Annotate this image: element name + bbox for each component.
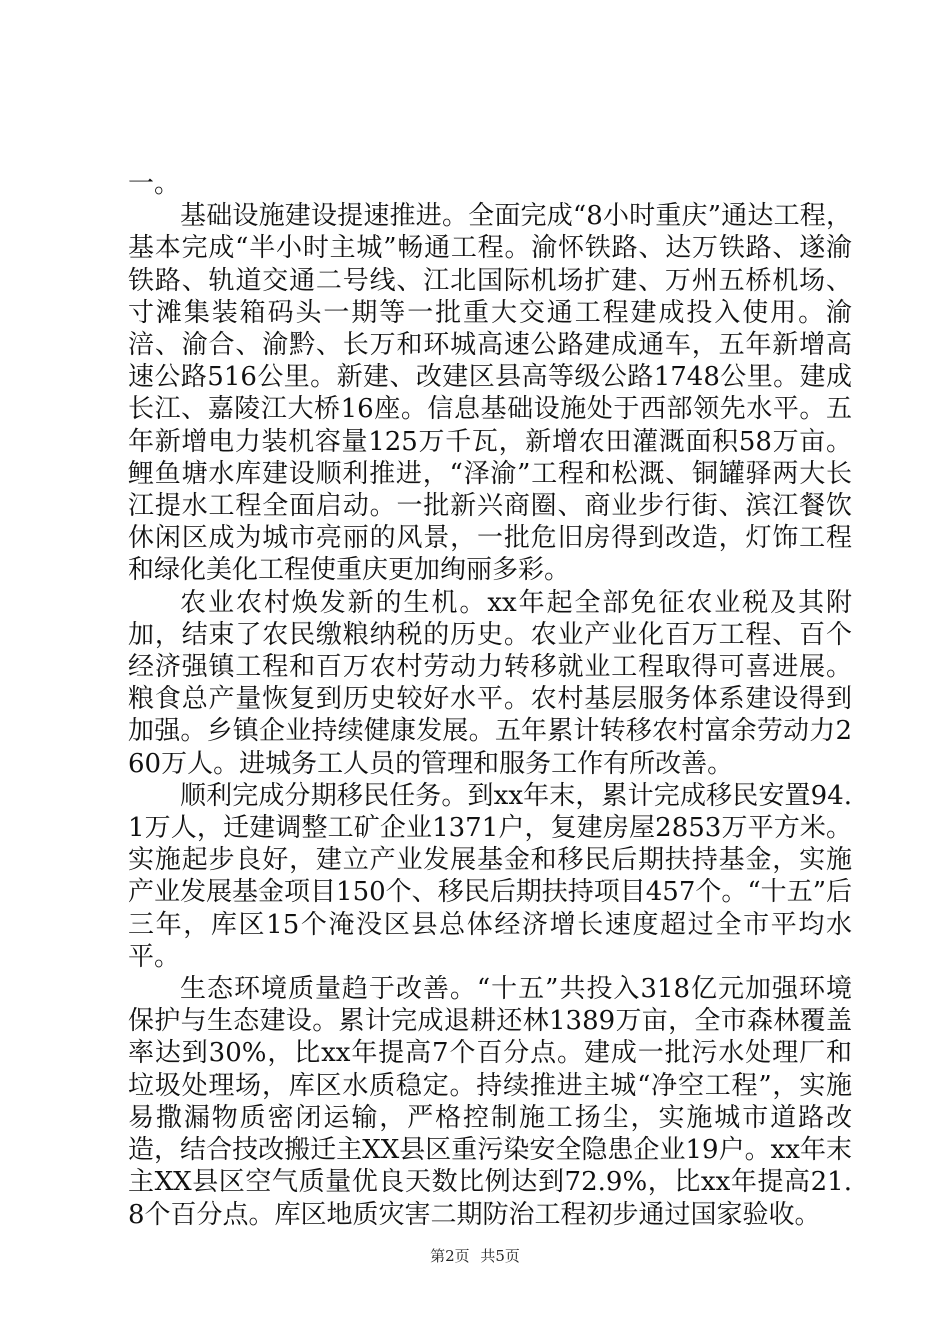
continuation-line: 一。 [128, 169, 181, 199]
document-body [128, 168, 852, 1231]
paragraph-agriculture: 农业农村焕发新的生机。xx年起全部免征农业税及其附加，结束了农民缴粮纳税的历史。农业产业化百万工程、百个经济强镇工程和百万农村劳动力转移就业工程取得可喜进展。粮食总产量恢复到历史较好水平。农村基层服务体系建设得到加强。乡镇企业持续健康发展。五年累计转移农村富余劳动力260万人。进城务工人员的管理和服务工作有所改善。 [128, 587, 852, 779]
page-footer: 第2页 共5页 [430, 1247, 520, 1265]
paragraph-infrastructure: 基础设施建设提速推进。全面完成“8小时重庆”通达工程，基本完成“半小时主城”畅通工程。渝怀铁路、达万铁路、遂渝铁路、轨道交通二号线、江北国际机场扩建、万州五桥机场、寸滩集装箱码头一期等一批重大交通工程建成投入使用。渝涪、渝合、渝黔、长万和环城高速公路建成通车，五年新增高速公路516公里。新建、改建区县高等级公路1748公里。建成长江、嘉陵江大桥16座。信息基础设施处于西部领先水平。五年新增电力装机容量125万千瓦，新增农田灌溉面积58万亩。鲤鱼塘水库建设顺利推进，“泽渝”工程和松溉、铜罐驿两大长江提水工程全面启动。一批新兴商圈、商业步行街、滨江餐饮休闲区成为城市亮丽的风景，一批危旧房得到改造，灯饰工程和绿化美化工程使重庆更加绚丽多彩。 [128, 201, 852, 586]
paragraph-ecology: 生态环境质量趋于改善。“十五”共投入318亿元加强环境保护与生态建设。累计完成退耕还林1389万亩，全市森林覆盖率达到30%，比xx年提高7个百分点。建成一批污水处理厂和垃圾处理场，库区水质稳定。持续推进主城“净空工程”，实施易撒漏物质密闭运输，严格控制施工扬尘，实施城市道路改造，结合技改搬迁主XX县区重污染安全隐患企业19户。xx年末主XX县区空气质量优良天数比例达到72.9%，比xx年提高21.8个百分点。库区地质灾害二期防治工程初步通过国家验收。 [128, 974, 852, 1230]
paragraph-migration: 顺利完成分期移民任务。到xx年末，累计完成移民安置94.1万人，迁建调整工矿企业1371户，复建房屋2853万平方米。实施起步良好，建立产业发展基金和移民后期扶持基金，实施产业发展基金项目150个、移民后期扶持项目457个。“十五”后三年，库区15个淹没区县总体经济增长速度超过全市平均水平。 [128, 780, 852, 972]
